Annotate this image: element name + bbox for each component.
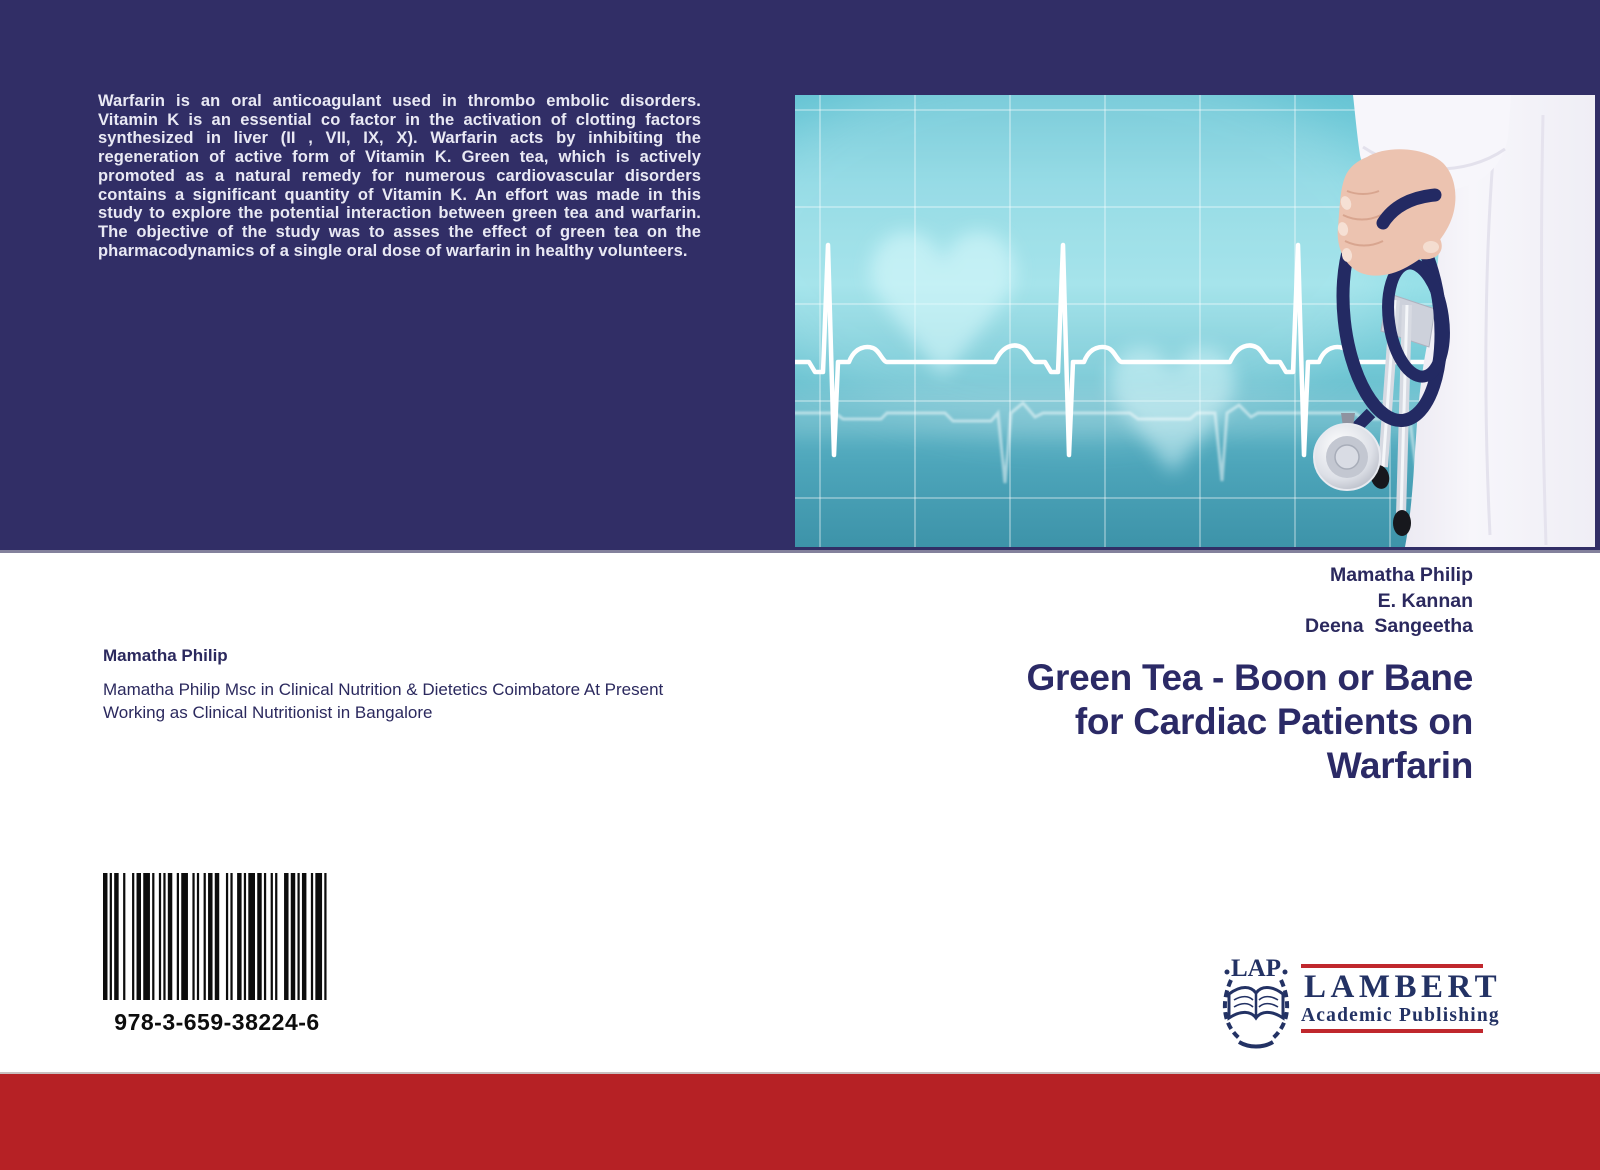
wreath-base (1239, 1042, 1273, 1047)
open-book-icon (1229, 988, 1283, 1019)
white-body-panel (0, 556, 1600, 1070)
author-bio-text: Mamatha Philip Msc in Clinical Nutrition & Dietetics Coimbatore At Present Working as Clinical Nutritionist in Bangalore (103, 680, 664, 722)
ear-tip (1393, 510, 1411, 536)
title-line: for Cardiac Patients on (1074, 701, 1473, 742)
author-name: Mamatha Philip (1329, 564, 1473, 586)
book-title (773, 656, 1473, 788)
lap-abbr: LAP (1231, 955, 1281, 982)
publisher-logo (1219, 948, 1502, 1048)
red-footer-bar (0, 1072, 1600, 1170)
logo-rule-bottom (1301, 1029, 1483, 1033)
author-name: Deena Sangeetha (1305, 615, 1473, 637)
navy-header-panel (0, 0, 1600, 553)
publisher-subtitle: Academic Publishing (1301, 1004, 1500, 1026)
ecg-stethoscope-illustration (795, 95, 1595, 547)
back-blurb: Warfarin is an oral anticoagulant used in thrombo embolic disorders. Vitamin K is an essential co factor in the activation of clotting factors synthesized in liver (II , VII, IX, X). Warfarin acts by inhibiting the regeneration of active form of Vitamin K. Green tea, which is actively promoted as a natural remedy for numerous cardiovascular disorders contains a significant quantity of Vitamin K. An effort was made in this study to explore the potential interaction between green tea and warfarin. The objective of the study was to asses the effect of green tea on the pharmacodynamics of a single oral dose of warfarin in healthy volunteers. (98, 92, 701, 260)
lap-emblem (1219, 950, 1293, 1050)
title-line: Warfarin (1326, 745, 1473, 786)
cover-photo (795, 95, 1595, 547)
thumbnail (1423, 241, 1439, 253)
isbn-text: 978-3-659-38224-6 (114, 1009, 320, 1035)
title-line: Green Tea - Boon or Bane (1026, 657, 1473, 698)
author-bio-name: Mamatha Philip (103, 646, 228, 665)
author-names (1305, 563, 1473, 640)
barcode (103, 873, 331, 1036)
logo-rule-top (1301, 964, 1483, 968)
author-name: E. Kannan (1377, 589, 1473, 612)
publisher-name: LAMBERT (1304, 968, 1502, 1005)
barcode-bars (103, 873, 331, 1000)
